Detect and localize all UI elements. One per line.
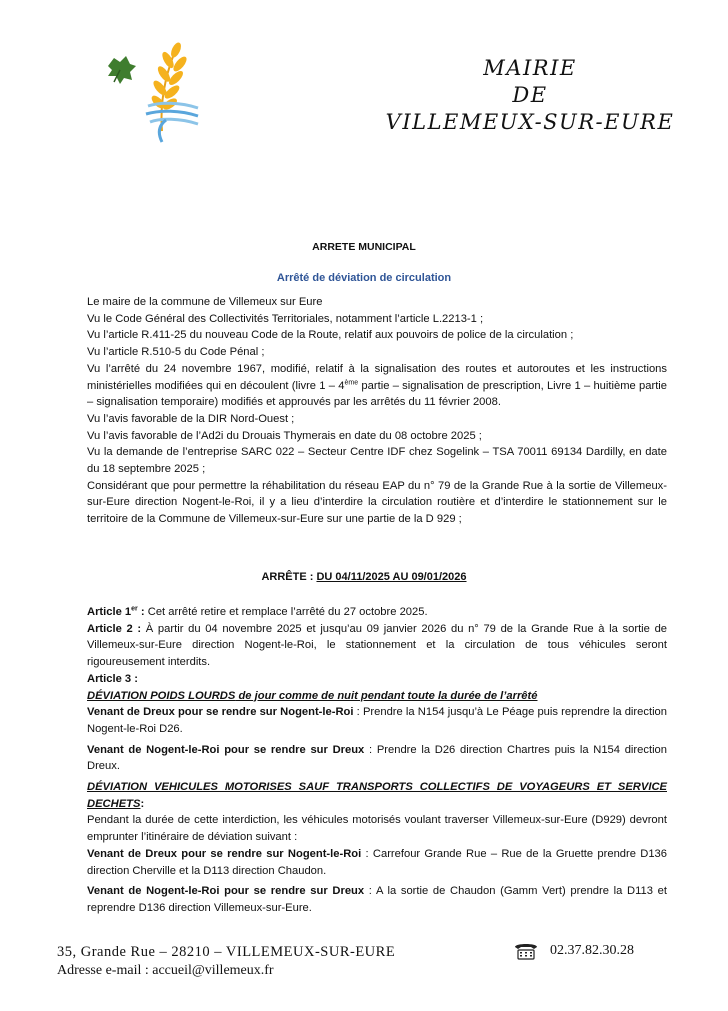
article-text: Cet arrêté retire et remplace l’arrêté du 27 octobre 2025. — [144, 606, 428, 618]
preamble-line: Vu l’avis favorable de la DIR Nord-Ouest ; — [87, 412, 295, 425]
route-label: Venant de Nogent-le-Roi pour se rendre sur Dreux — [87, 885, 365, 898]
footer-address: 35, Grande Rue – 28210 – VILLEMEUX-SUR-EURE — [57, 944, 396, 960]
article-text: À partir du 04 novembre 2025 et jusqu’au 09 janvier 2026 du n° 79 de la Grande Rue à la sortie de Villemeux-sur-Eure direction Nogent-le-Roi, le stationnement et la circulation de tous véhicules seront rigoureusement interdits. — [87, 622, 668, 669]
preamble-line — [87, 361, 667, 411]
mairie-title — [360, 55, 700, 136]
article-label: Article 3 : — [87, 672, 138, 685]
superscript: ème — [344, 378, 359, 386]
heading-colon: : — [140, 797, 145, 810]
route-item — [87, 704, 667, 737]
mairie-line-3: VILLEMEUX-SUR-EURE — [385, 110, 675, 134]
route-label: Venant de Dreux pour se rendre sur Nogent-le-Roi — [87, 847, 362, 860]
document-title: ARRETE MUNICIPAL — [312, 241, 416, 253]
route-text: : A la sortie de Chaudon (Gamm Vert) prendre la D113 et reprendre D136 direction Villemeux-sur-Eure. — [87, 885, 667, 914]
heading-part: DÉVIATION VEHICULES MOTORISES SAUF TRANSPORTS COLLECTIFS DE VOYAGEURS ET SERVICE DECHETS — [87, 781, 667, 810]
wheat-river-logo-icon — [100, 36, 200, 146]
preamble-text: partie – signalisation de prescription, Livre 1 – huitième partie – signalisation temporaire) modifiés et approuvés par les arrêtés du 11 février 2008. — [87, 379, 668, 409]
route-item — [87, 846, 667, 879]
preamble-line: Vu le Code Général des Collectivités Territoriales, notamment l’article L.2213-1 ; — [87, 312, 484, 325]
article-label: Article 1 — [87, 606, 132, 618]
articles — [87, 604, 667, 921]
preamble-line: Vu l’avis favorable de l’Ad2i du Drouais Thymerais en date du 08 octobre 2025 ; — [87, 429, 482, 442]
route-text: : Carrefour Grande Rue – Rue de la Gruette prendre D136 direction Cherville et la D113 direction Chaudon. — [87, 847, 667, 877]
article-1 — [87, 604, 667, 621]
article-colon: : — [137, 606, 145, 618]
superscript: er — [131, 605, 138, 613]
preamble-text: Vu l’arrêté du 24 novembre 1967, modifié, relatif à la signalisation des routes et autoroutes et les instructions ministérielles modifiées qui en découlent (livre 1 – 4 — [87, 362, 667, 392]
route-item — [87, 742, 667, 775]
preamble-line: Vu l’article R.411-25 du nouveau Code de la Route, relatif aux pouvoirs de police de la circulation ; — [87, 329, 574, 342]
route-label: Venant de Nogent-le-Roi pour se rendre sur Dreux — [87, 743, 365, 756]
heading-part: DÉVIATION POIDS LOURDS — [87, 689, 236, 702]
heavy-vehicles-heading — [87, 688, 667, 705]
phone-number: 02.37.82.30.28 — [550, 943, 634, 958]
telephone-icon — [512, 941, 540, 961]
motor-vehicles-intro: Pendant la durée de cette interdiction, les véhicules motorisés voulant traverser Villemeux-sur-Eure (D929) devront emprunter l’itinéraire de déviation suivant : — [87, 814, 667, 844]
mairie-line-1: MAIRIE — [483, 56, 577, 80]
route-label: Venant de Dreux pour se rendre sur Nogent-le-Roi — [87, 706, 354, 719]
motor-vehicles-heading — [87, 779, 667, 812]
document-subtitle: Arrêté de déviation de circulation — [276, 272, 452, 284]
arrete-label: ARRÊTE : — [261, 571, 317, 583]
preamble-line: Considérant que pour permettre la réhabilitation du réseau EAP du n° 79 de la Grande Rue à la sortie de Villemeux-sur-Eure direction Nogent-le-Roi, il y a lieu d’interdire la circulation routière et d’interdire le stationnement sur le territoire de la Commune de Villemeux-sur-Eure sur une partie de la D 929 ; — [87, 479, 667, 526]
route-item — [87, 883, 667, 916]
preamble-line: Vu la demande de l’entreprise SARC 022 – Secteur Centre IDF chez Sogelink – TSA 70011 69134 Dardilly, en date du 18 septembre 2025 ; — [87, 446, 667, 476]
footer-phone — [512, 941, 634, 961]
article-2 — [87, 621, 667, 671]
article-3 — [87, 671, 667, 688]
route-text: : Prendre la N154 jusqu’à Le Péage puis reprendre la direction Nogent-le-Roi D26. — [87, 706, 667, 735]
footer-email: Adresse e-mail : accueil@villemeux.fr — [57, 963, 274, 978]
article-label: Article 2 : — [87, 622, 142, 635]
heading-part: de jour comme de nuit pendant toute la durée de l’arrêté — [235, 689, 538, 702]
arrete-dates: DU 04/11/2025 AU 09/01/2026 — [316, 571, 467, 583]
preamble-line: Vu l’article R.510-5 du Code Pénal ; — [87, 346, 265, 359]
preamble — [87, 294, 667, 528]
route-text: : Prendre la D26 direction Chartres puis la N154 direction Dreux. — [87, 743, 667, 773]
preamble-line: Le maire de la commune de Villemeux sur Eure — [87, 296, 323, 308]
mairie-line-2: DE — [512, 83, 548, 107]
arrete-heading — [0, 571, 728, 583]
